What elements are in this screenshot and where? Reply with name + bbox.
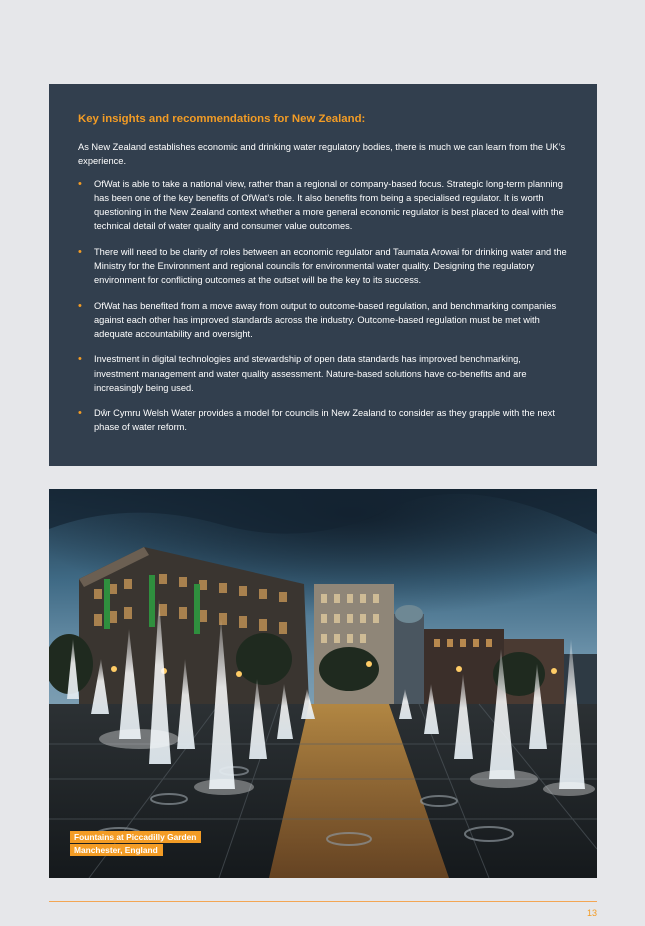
bullet-icon: • bbox=[78, 353, 82, 366]
list-item-text: OfWat is able to take a national view, rather than a regional or company-based focus. Strategic long-term planning has been one of the key benefits of OfWat’s role. It also benefits from being a specialised regulator. It is worth questioning in the New Zealand context whether a more general economic regulator is best placed to deal with the technical detail of water quality and consumer value outcomes. bbox=[94, 179, 564, 232]
list-item bbox=[78, 406, 567, 434]
bullet-icon: • bbox=[78, 178, 82, 190]
list-item bbox=[78, 299, 567, 341]
list-item bbox=[78, 245, 567, 287]
insights-intro: As New Zealand establishes economic and drinking water regulatory bodies, there is much we can learn from the UK’s experience. bbox=[78, 142, 566, 166]
insights-list bbox=[78, 177, 567, 434]
fountain-photo bbox=[49, 489, 597, 878]
bullet-icon: • bbox=[78, 407, 82, 420]
list-item-text: OfWat has benefited from a move away from output to outcome-based regulation, and benchmarking companies against each other has improved standards across the industry. Outcome-based regulation must be met with adequate accountability and oversight. bbox=[94, 300, 557, 339]
bullet-icon: • bbox=[78, 299, 82, 312]
list-item-text: Investment in digital technologies and stewardship of open data standards has improved benchmarking, investment management and water quality assessment. Nature-based solutions have co-benefits and are increasingly being used. bbox=[94, 354, 527, 393]
list-item-text: There will need to be clarity of roles between an economic regulator and Taumata Arowai for drinking water and the Ministry for the Environment and regional councils for environmental water quality. Designing the regulatory environment for conflicting outcomes at the outset will be the key to its success. bbox=[94, 246, 567, 286]
insights-panel bbox=[49, 84, 597, 466]
caption-line-1: Fountains at Piccadilly Garden bbox=[70, 831, 201, 843]
insights-heading: Key insights and recommendations for New Zealand: bbox=[78, 113, 366, 125]
footer-divider bbox=[49, 901, 597, 902]
photo-caption bbox=[70, 831, 201, 857]
list-item bbox=[78, 177, 567, 233]
list-item-text: Dŵr Cymru Welsh Water provides a model for councils in New Zealand to consider as they grapple with the next phase of water reform. bbox=[94, 408, 555, 433]
bullet-icon: • bbox=[78, 245, 82, 258]
page-number: 13 bbox=[586, 908, 597, 918]
fountain-photo-illustration bbox=[49, 489, 597, 878]
caption-line-2: Manchester, England bbox=[70, 844, 163, 856]
list-item bbox=[78, 352, 567, 394]
